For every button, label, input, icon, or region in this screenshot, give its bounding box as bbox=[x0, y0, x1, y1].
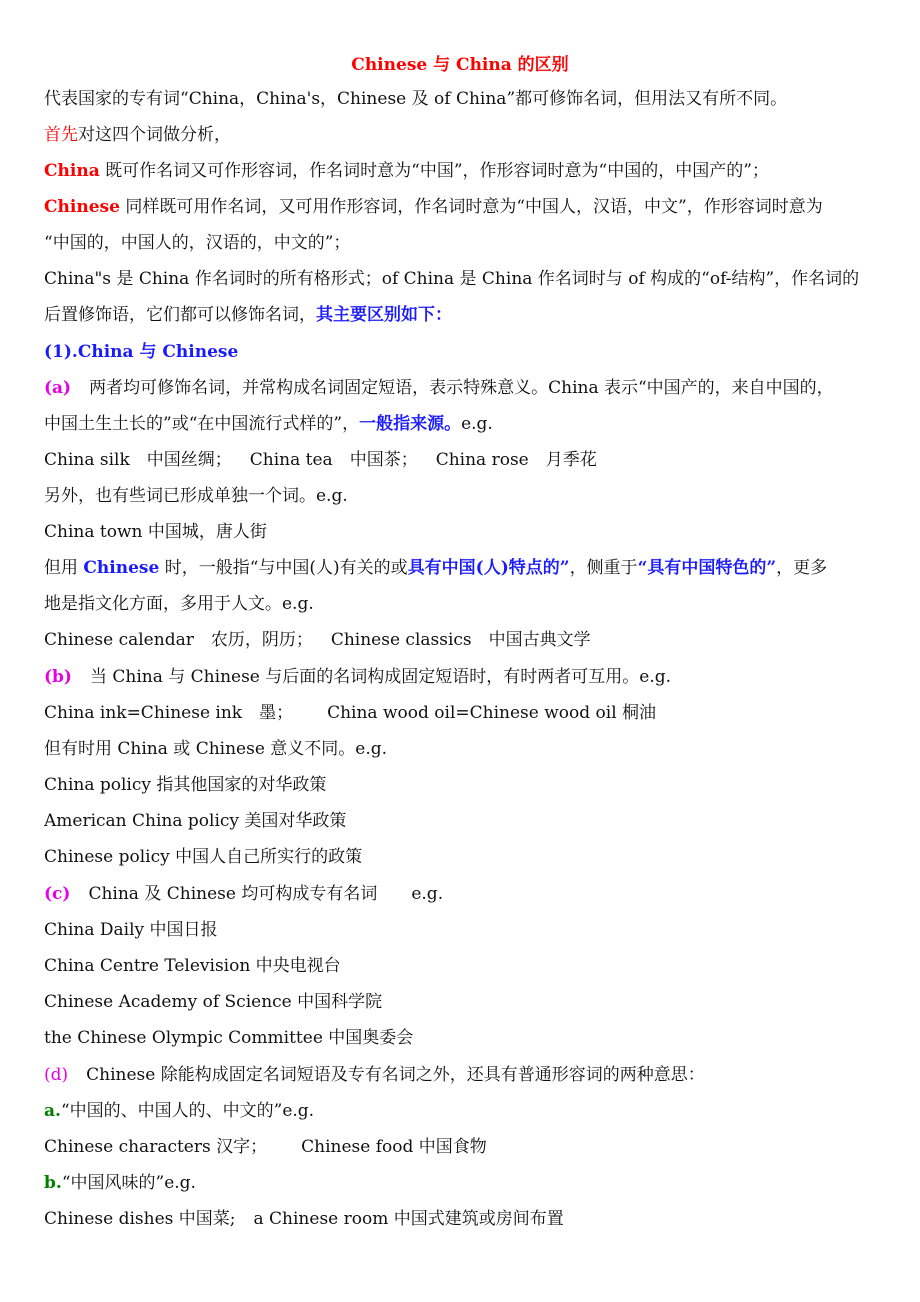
point-c-eg: e.g. bbox=[411, 884, 444, 904]
point-db-line bbox=[44, 1171, 889, 1195]
intro-paragraph: 代表国家的专有词“China，China's，Chinese 及 of China”都可修饰名词，但用法又有所不同。 bbox=[44, 89, 788, 109]
example-china-ink: China ink=Chinese ink 墨； bbox=[44, 703, 294, 723]
point-db-examples bbox=[44, 1207, 889, 1231]
point-db-label: b. bbox=[44, 1173, 62, 1193]
point-a-extra: 另外，也有些词已形成单独一个词。e.g. bbox=[44, 486, 348, 506]
chinese-definition bbox=[44, 195, 889, 219]
but-chinese-word: Chinese bbox=[83, 558, 160, 578]
example-chinese-calendar: Chinese calendar 农历，阴历； bbox=[44, 630, 313, 650]
example-chinese-food: Chinese food 中国食物 bbox=[301, 1137, 487, 1157]
point-a-line-2 bbox=[44, 412, 889, 436]
point-d-label: (d) bbox=[44, 1065, 69, 1085]
china-definition bbox=[44, 159, 889, 183]
first-rest: 对这四个词做分析， bbox=[78, 125, 231, 145]
but-chinese-line-2: 地是指文化方面，多用于人文。e.g. bbox=[44, 594, 314, 614]
culture-examples bbox=[44, 628, 889, 652]
example-china-tea: China tea 中国茶； bbox=[249, 450, 418, 470]
point-b-note: 但有时用 China 或 Chinese 意义不同。e.g. bbox=[44, 739, 388, 759]
possessive-line-1: China"s 是 China 作名词时的所有格形式；of China 是 China 作名词时与 of 构成的“of-结构”，作名词的 bbox=[44, 269, 860, 289]
but-chinese-p3: ，侧重于 bbox=[569, 558, 638, 578]
but-chinese-p2: 时，一般指“与中国(人)有关的或 bbox=[159, 558, 408, 578]
proper-noun-olympic: the Chinese Olympic Committee 中国奥委会 bbox=[44, 1028, 414, 1048]
example-wood-oil: China wood oil=Chinese wood oil 桐油 bbox=[327, 703, 657, 723]
policy-china: China policy 指其他国家的对华政策 bbox=[44, 775, 327, 795]
first-lead: 首先 bbox=[44, 125, 78, 145]
policy-chinese: Chinese policy 中国人自己所实行的政策 bbox=[44, 847, 363, 867]
possessive-highlight: 其主要区别如下： bbox=[316, 305, 452, 325]
example-china-silk: China silk 中国丝绸； bbox=[44, 450, 232, 470]
point-a-eg: e.g. bbox=[461, 414, 493, 434]
document-title: Chinese 与 China 的区别 bbox=[351, 55, 569, 75]
example-china-rose: China rose 月季花 bbox=[435, 450, 597, 470]
point-da-label: a. bbox=[44, 1101, 61, 1121]
point-a-text-2: 中国土生土长的”或“在中国流行式样的”， bbox=[44, 414, 360, 434]
but-chinese-p4: ，更多 bbox=[776, 558, 828, 578]
point-a-line-1 bbox=[44, 376, 889, 400]
china-definition-text: 既可作名词又可作形容词，作名词时意为“中国”，作形容词时意为“中国的，中国产的”； bbox=[99, 161, 769, 181]
possessive-text: 后置修饰语，它们都可以修饰名词， bbox=[44, 305, 316, 325]
but-chinese-line-1 bbox=[44, 556, 889, 580]
but-chinese-h2: “具有中国特色的” bbox=[637, 558, 777, 578]
point-c-text: China 及 Chinese 均可构成专有名词 bbox=[88, 884, 378, 904]
proper-noun-academy: Chinese Academy of Science 中国科学院 bbox=[44, 992, 383, 1012]
proper-noun-cctv: China Centre Television 中央电视台 bbox=[44, 956, 341, 976]
possessive-line-2 bbox=[44, 303, 889, 327]
example-chinese-room: a Chinese room 中国式建筑或房间布置 bbox=[253, 1209, 564, 1229]
chinese-word: Chinese bbox=[44, 197, 120, 217]
point-a-examples bbox=[44, 448, 889, 472]
point-da-text: “中国的、中国人的、中文的”e.g. bbox=[60, 1101, 315, 1121]
example-chinese-dishes: Chinese dishes 中国菜; bbox=[44, 1209, 236, 1229]
point-a-text: 两者均可修饰名词，并常构成名词固定短语，表示特殊意义。China 表示“中国产的，来自中国的， bbox=[89, 378, 834, 398]
example-chinese-classics: Chinese classics 中国古典文学 bbox=[330, 630, 591, 650]
point-db-text: “中国风味的”e.g. bbox=[61, 1173, 196, 1193]
section-1-heading bbox=[44, 340, 889, 364]
chinese-definition-text: 同样既可用作名词，又可用作形容词，作名词时意为“中国人，汉语，中文”，作形容词时意为 bbox=[119, 197, 823, 217]
first-line bbox=[44, 123, 889, 147]
point-c-label: (c) bbox=[44, 884, 71, 904]
point-c-line bbox=[44, 882, 889, 906]
section-1-title: (1).China 与 Chinese bbox=[44, 342, 239, 362]
point-b-label: (b) bbox=[44, 667, 72, 687]
point-b-text: 当 China 与 Chinese 与后面的名词构成固定短语时，有时两者可互用。e.g. bbox=[89, 667, 672, 687]
point-da-examples bbox=[44, 1135, 889, 1159]
proper-noun-china-daily: China Daily 中国日报 bbox=[44, 920, 218, 940]
policy-american: American China policy 美国对华政策 bbox=[44, 811, 347, 831]
point-b-examples bbox=[44, 701, 889, 725]
point-d-line bbox=[44, 1063, 889, 1087]
point-a-label: (a) bbox=[44, 378, 72, 398]
point-d-text: Chinese 除能构成固定名词短语及专有名词之外，还具有普通形容词的两种意思： bbox=[86, 1065, 705, 1085]
point-b-line bbox=[44, 665, 889, 689]
chinese-definition-cont: “中国的，中国人的，汉语的，中文的”； bbox=[44, 233, 351, 253]
china-word: China bbox=[44, 161, 100, 181]
example-china-town: China town 中国城，唐人街 bbox=[44, 522, 267, 542]
example-chinese-characters: Chinese characters 汉字； bbox=[44, 1137, 268, 1157]
point-da-line bbox=[44, 1099, 889, 1123]
point-a-highlight: 一般指来源。 bbox=[359, 414, 462, 434]
but-chinese-h1: 具有中国(人)特点的” bbox=[407, 558, 570, 578]
but-chinese-p1: 但用 bbox=[44, 558, 84, 578]
